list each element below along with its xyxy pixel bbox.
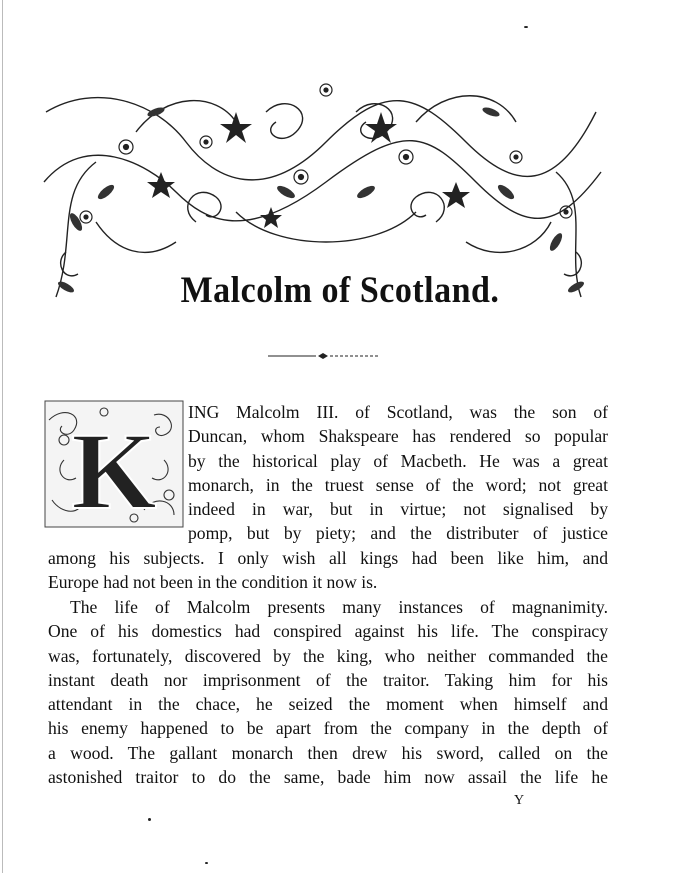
text-line: attendant in the chace, he seized the moment when himself and <box>48 694 608 715</box>
page-edge-line <box>2 0 3 873</box>
text-line: The life of Malcolm presents many instances of magnanimity. <box>70 597 608 617</box>
text-line: his enemy happened to be apart from the company in the depth of <box>48 718 608 739</box>
text-line: Europe had not been in the condition it now is. <box>48 572 378 593</box>
text-line: ING Malcolm III. of Scotland, was the son of <box>188 402 608 422</box>
decorated-initial-k <box>44 400 184 528</box>
paragraph-1-continuation <box>48 546 608 595</box>
text-line: was, fortunately, discovered by the king, who neither commanded the <box>48 645 608 666</box>
text-line: Duncan, whom Shakspeare has rendered so popular <box>188 426 608 447</box>
catchword: Y <box>514 793 525 808</box>
title-divider <box>268 352 378 360</box>
chapter-title: Malcolm of Scotland. <box>180 270 500 311</box>
ink-speck <box>148 818 151 821</box>
text-line: a wood. The gallant monarch then drew his sword, called on the <box>48 742 608 763</box>
ink-speck <box>524 26 528 28</box>
floral-banner-ornament <box>36 72 606 304</box>
text-line: pomp, but by piety; and the distributer of justice <box>188 523 608 544</box>
paragraph-2 <box>48 595 608 789</box>
text-line: monarch, in the truest sense of the word; not great <box>188 474 608 495</box>
paragraph-1-indented <box>188 400 608 546</box>
text-line: One of his domestics had conspired against his life. The conspiracy <box>48 621 608 642</box>
drop-cap-letter: K <box>71 410 157 528</box>
text-line: indeed in war, but in virtue; not signalised by <box>188 499 608 520</box>
text-line: among his subjects. I only wish all kings had been like him, and <box>48 548 608 568</box>
text-line: astonished traitor to do the same, bade him now assail the life he <box>48 767 608 788</box>
text-line: by the historical play of Macbeth. He was a great <box>188 450 608 471</box>
text-line: instant death nor imprisonment of the traitor. Taking him for his <box>48 669 608 690</box>
ink-speck <box>205 862 208 864</box>
